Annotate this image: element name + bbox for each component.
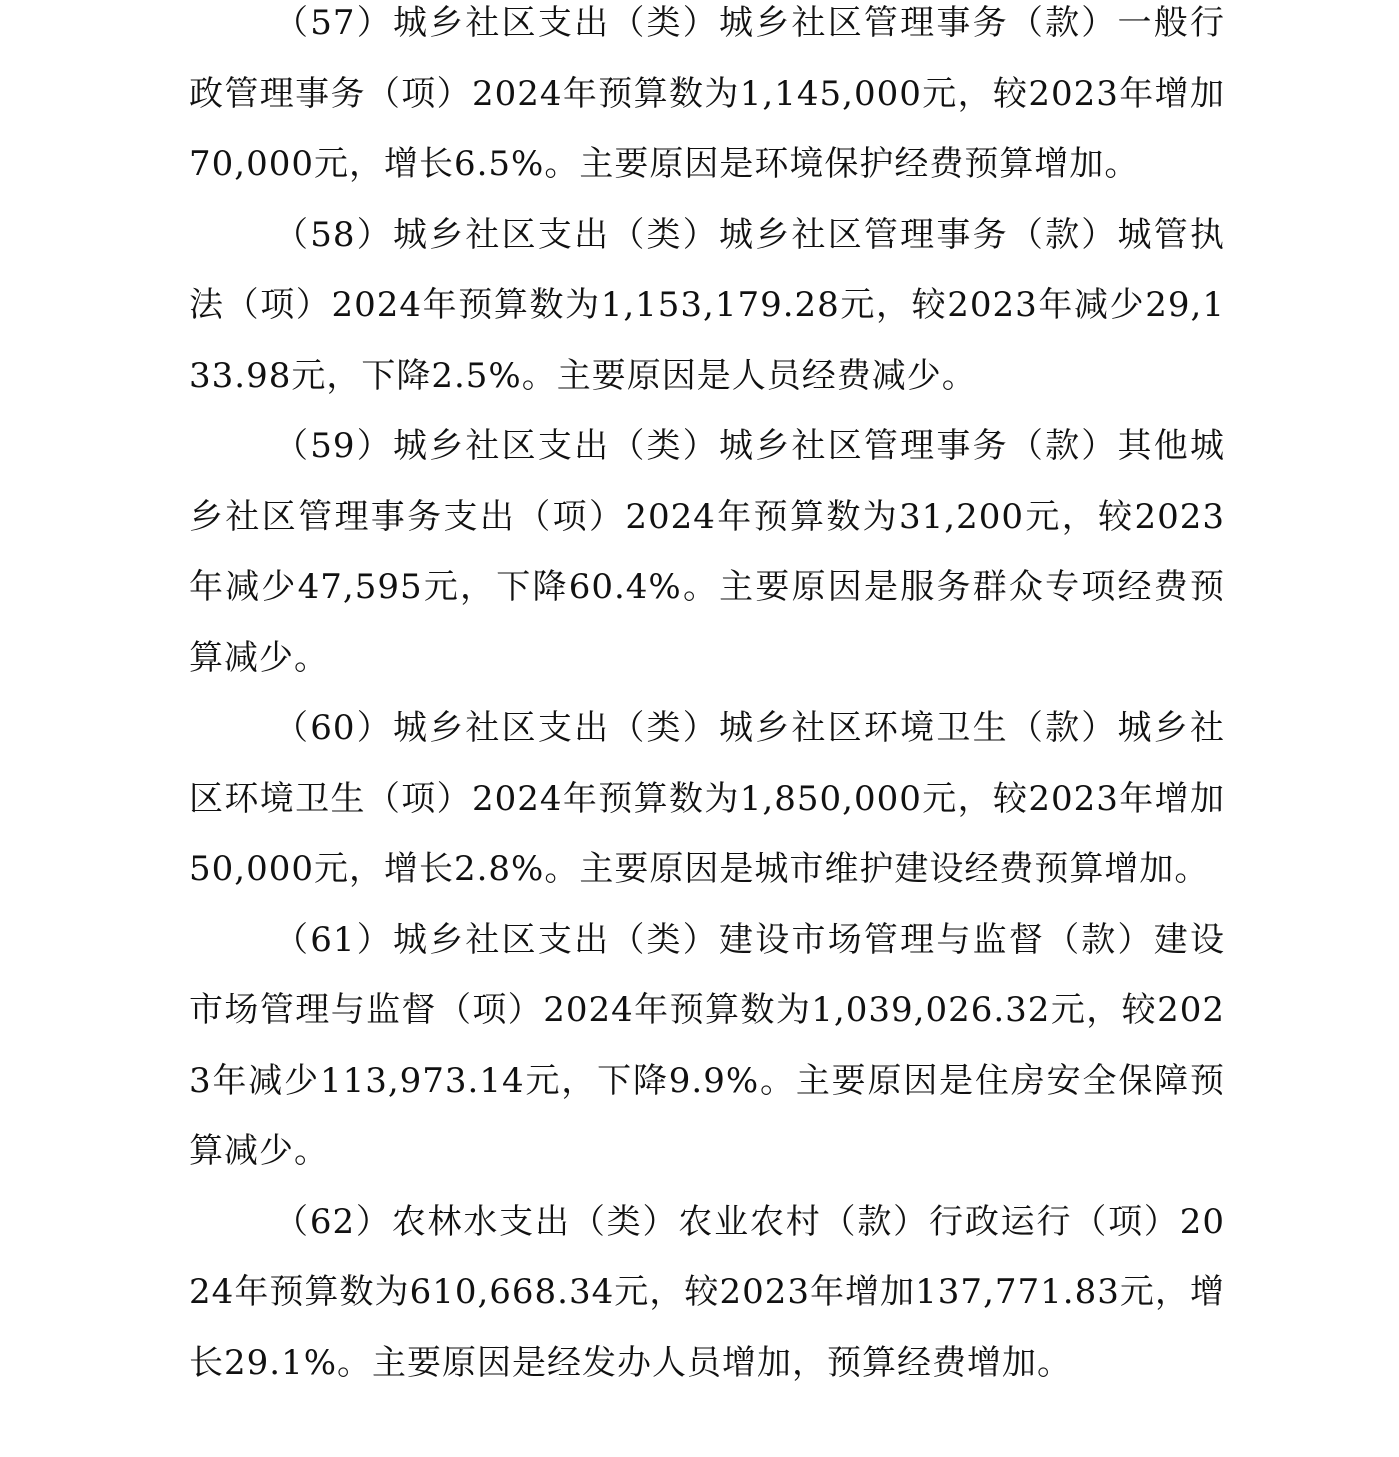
document-body bbox=[189, 0, 1225, 1398]
paragraph-59: （59）城乡社区支出（类）城乡社区管理事务（款）其他城乡社区管理事务支出（项）2024年预算数为31,200元，较2023年减少47,595元，下降60.4%。主要原因是服务群众专项经费预算减少。 bbox=[189, 426, 1225, 678]
paragraph-61: （61）城乡社区支出（类）建设市场管理与监督（款）建设市场管理与监督（项）2024年预算数为1,039,026.32元，较2023年减少113,973.14元，下降9.9%。主要原因是住房安全保障预算减少。 bbox=[189, 919, 1225, 1171]
paragraph-62: （62）农林水支出（类）农业农村（款）行政运行（项）2024年预算数为610,668.34元，较2023年增加137,771.83元，增长29.1%。主要原因是经发办人员增加，预算经费增加。 bbox=[189, 1201, 1225, 1383]
paragraph-60: （60）城乡社区支出（类）城乡社区环境卫生（款）城乡社区环境卫生（项）2024年预算数为1,850,000元，较2023年增加50,000元，增长2.8%。主要原因是城市维护建设经费预算增加。 bbox=[189, 708, 1225, 889]
paragraph-58: （58）城乡社区支出（类）城乡社区管理事务（款）城管执法（项）2024年预算数为1,153,179.28元，较2023年减少29,133.98元，下降2.5%。主要原因是人员经费减少。 bbox=[189, 214, 1225, 396]
paragraph-57: （57）城乡社区支出（类）城乡社区管理事务（款）一般行政管理事务（项）2024年预算数为1,145,000元，较2023年增加70,000元，增长6.5%。主要原因是环境保护经费预算增加。 bbox=[189, 3, 1225, 184]
